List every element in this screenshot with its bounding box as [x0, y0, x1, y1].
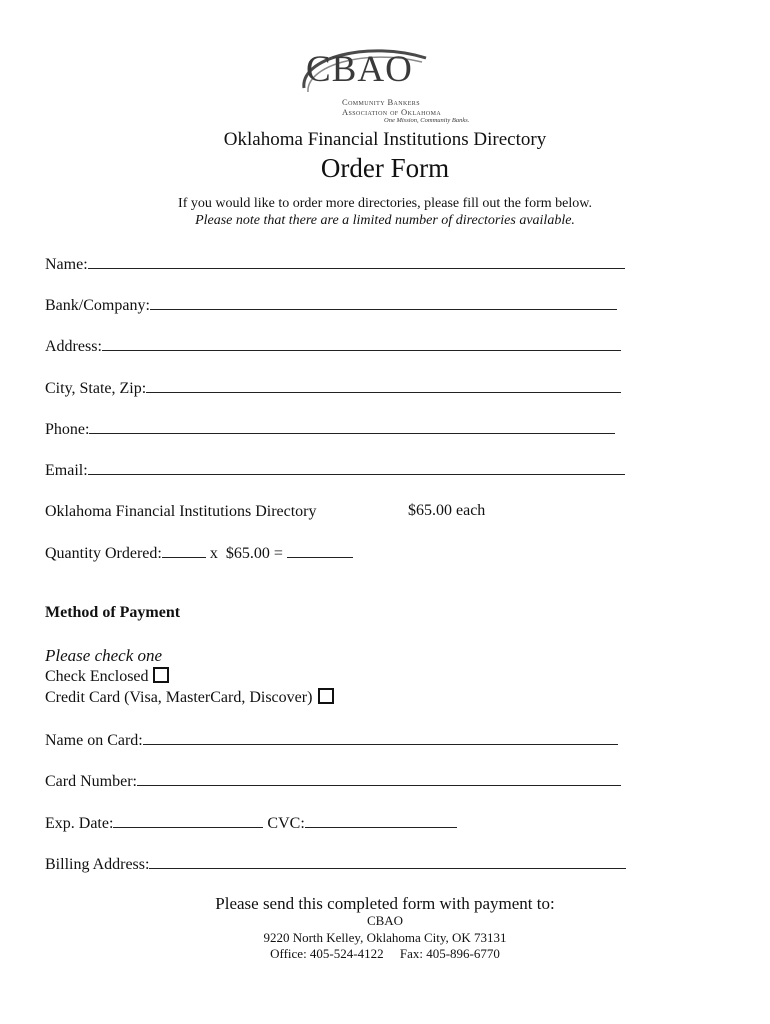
phone-label: Phone: — [45, 421, 90, 438]
card-number-row — [45, 771, 621, 792]
name-label: Name: — [45, 256, 88, 273]
address-label: Address: — [45, 338, 102, 355]
check-option-label: Check Enclosed — [45, 668, 149, 685]
card-option-label: Credit Card (Visa, MasterCard, Discover) — [45, 689, 313, 706]
credit-card-checkbox[interactable] — [318, 688, 334, 704]
address-row — [45, 336, 621, 357]
mail-org: CBAO — [366, 913, 404, 928]
address-field[interactable] — [102, 336, 621, 351]
city-row — [45, 378, 621, 399]
cvc-field[interactable] — [305, 813, 457, 828]
phone-field[interactable] — [89, 419, 615, 434]
page-title: Order Form — [320, 153, 450, 183]
mail-instruction: Please send this completed form with payment to: — [215, 894, 555, 913]
directory-heading: Oklahoma Financial Institutions Directory — [223, 129, 547, 150]
logo-line-2: Association of Oklahoma — [342, 107, 442, 117]
card-number-field[interactable] — [137, 771, 621, 786]
cvc-label: CVC: — [267, 815, 305, 832]
limited-note: Please note that there are a limited number of directories available. — [195, 213, 575, 228]
cbao-logo — [298, 44, 478, 128]
payment-instruction: Please check one — [45, 646, 163, 665]
exp-cvc-row — [45, 813, 457, 834]
billing-row — [45, 854, 626, 875]
exp-date-field[interactable] — [113, 813, 263, 828]
card-option-row — [45, 688, 334, 708]
name-on-card-row — [45, 730, 618, 751]
billing-label: Billing Address: — [45, 856, 150, 873]
logo-wordmark: CBAO — [306, 49, 413, 90]
mail-contact: Office: 405-524-4122 Fax: 405-896-6770 — [270, 946, 500, 961]
exp-date-label: Exp. Date: — [45, 815, 114, 832]
price-multiplier: x $65.00 = — [205, 545, 287, 562]
total-field[interactable] — [287, 543, 353, 558]
bank-label: Bank/Company: — [45, 297, 150, 314]
name-row — [45, 254, 625, 275]
phone-row — [45, 419, 615, 440]
card-number-label: Card Number: — [45, 773, 137, 790]
check-enclosed-checkbox[interactable] — [153, 667, 169, 683]
product-name: Oklahoma Financial Institutions Directory — [45, 503, 317, 520]
intro-text: If you would like to order more directories, please fill out the form below. — [178, 196, 592, 211]
quantity-label: Quantity Ordered: — [45, 545, 162, 562]
name-on-card-label: Name on Card: — [45, 732, 143, 749]
email-field[interactable] — [88, 460, 625, 475]
city-field[interactable] — [146, 378, 621, 393]
check-option-row — [45, 667, 169, 687]
quantity-field[interactable] — [162, 543, 206, 558]
logo-tagline: One Mission, Community Banks. — [384, 117, 470, 124]
logo-subtitle — [342, 97, 441, 117]
bank-field[interactable] — [150, 295, 617, 310]
city-label: City, State, Zip: — [45, 380, 147, 397]
name-on-card-field[interactable] — [143, 730, 618, 745]
email-label: Email: — [45, 462, 88, 479]
email-row — [45, 460, 625, 481]
payment-heading: Method of Payment — [45, 604, 181, 621]
product-price: $65.00 each — [408, 502, 486, 519]
bank-row — [45, 295, 617, 316]
quantity-row — [45, 543, 353, 564]
name-field[interactable] — [88, 254, 625, 269]
logo-line-1: Community Bankers — [342, 97, 420, 107]
mail-address: 9220 North Kelley, Oklahoma City, OK 73131 — [263, 930, 507, 945]
billing-field[interactable] — [149, 854, 626, 869]
